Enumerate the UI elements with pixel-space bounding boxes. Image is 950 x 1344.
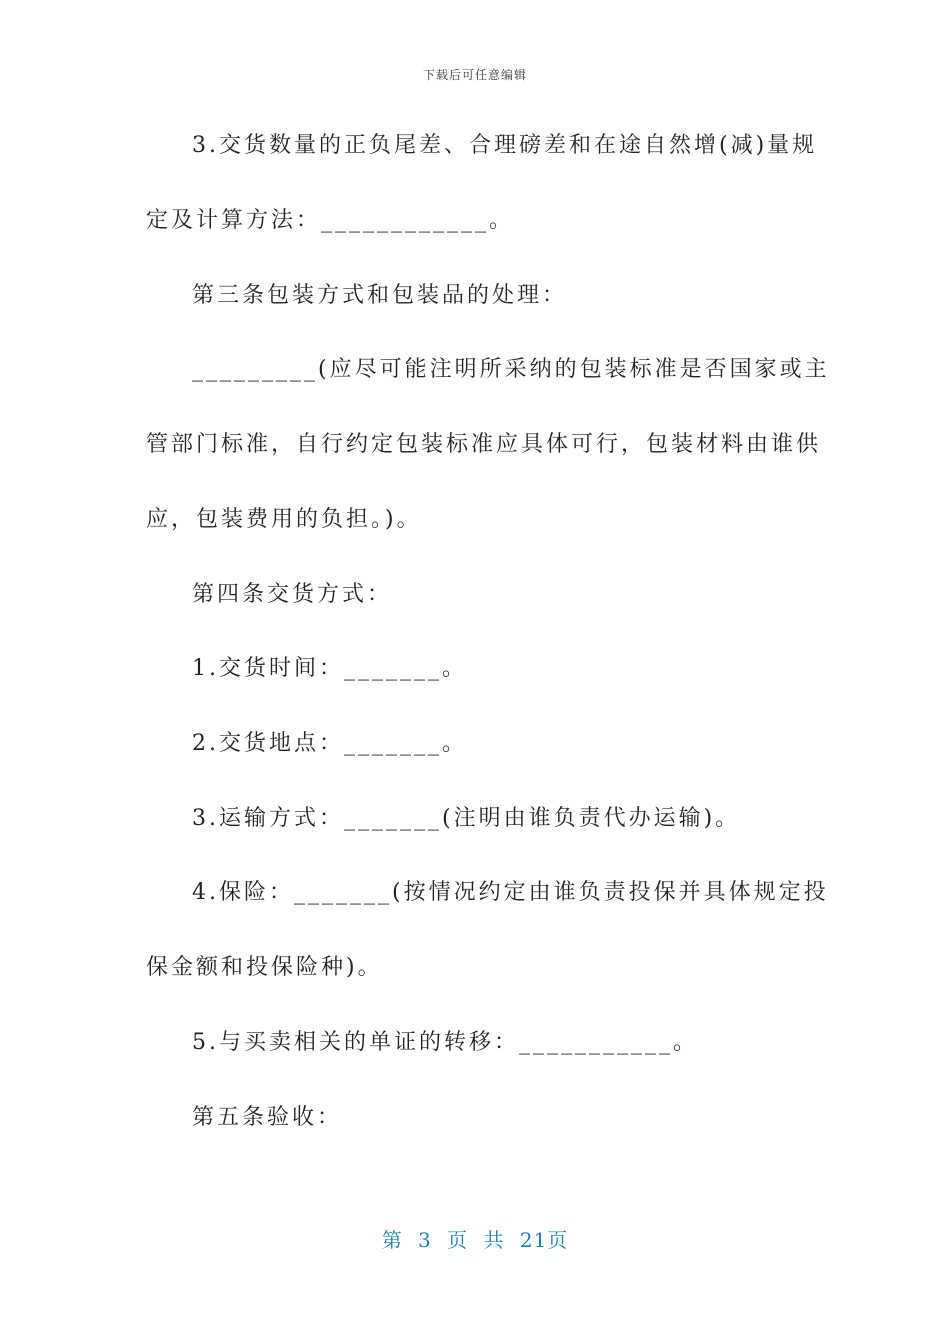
paragraph-line: 3.交货数量的正负尾差、合理磅差和在途自然增(减)量规 (192, 133, 818, 158)
paragraph-line: 1.交货时间：_______。 (192, 656, 467, 681)
section-heading: 第五条验收： (192, 1105, 343, 1130)
section-heading: 第三条包装方式和包装品的处理： (192, 283, 568, 308)
paragraph-line: _________(应尽可能注明所采纳的包装标准是否国家或主 (192, 357, 830, 382)
paragraph-line: 4.保险：_______(按情况约定由谁负责投保并具体规定投 (192, 880, 829, 905)
paragraph-line: 定及计算方法：____________。 (146, 208, 515, 233)
header-note: 下载后可任意编辑 (422, 68, 527, 82)
paragraph-line: 管部门标准，自行约定包装标准应具体可行，包装材料由谁供 (146, 432, 822, 457)
paragraph-line: 2.交货地点：_______。 (192, 731, 467, 756)
paragraph-line: 应，包装费用的负担。)。 (146, 507, 422, 532)
section-heading: 第四条交货方式： (192, 582, 393, 607)
paragraph-line: 5.与买卖相关的单证的转移：___________。 (192, 1030, 698, 1055)
page-number-footer: 第 3 页 共 21页 (381, 1228, 569, 1252)
paragraph-line: 3.运输方式：_______(注明由谁负责代办运输)。 (192, 806, 741, 831)
paragraph-line: 保金额和投保险种)。 (146, 955, 383, 980)
